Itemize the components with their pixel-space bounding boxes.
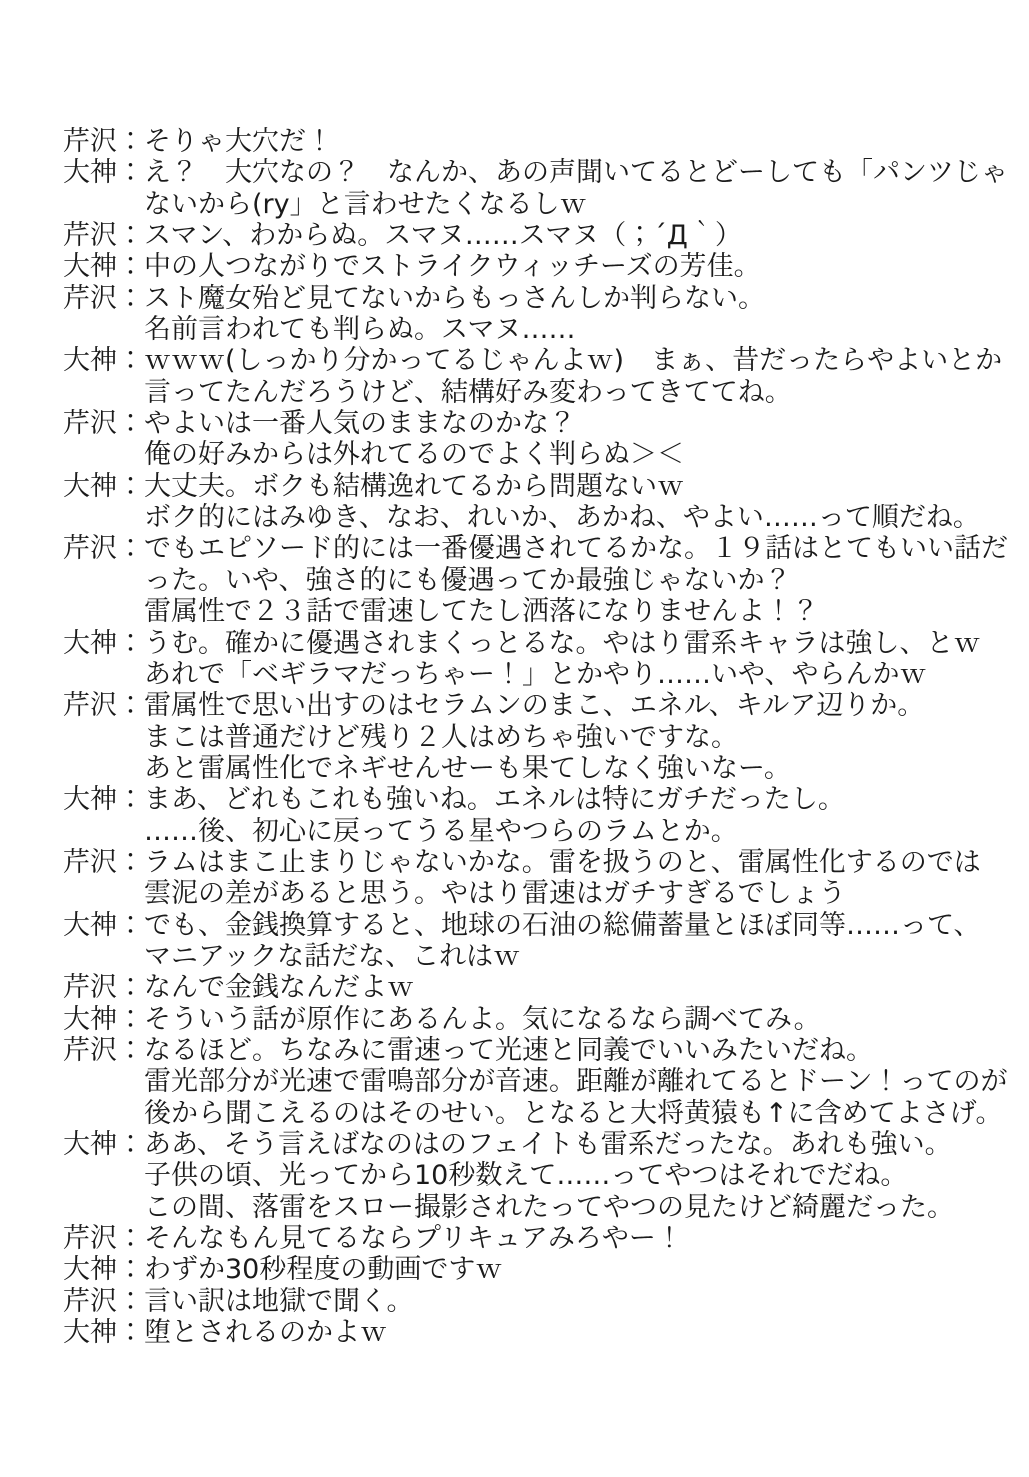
speaker-colon: ： [117,1285,144,1317]
dialogue-line [63,1286,993,1317]
dialogue-line [63,408,993,439]
dialogue-line-continuation: まこは普通だけど残り２人はめちゃ強いですな。 [144,721,738,753]
dialogue-line-continuation: あれで「ベギラマだっちゃー！」とかやり……いや、やらんかｗ [144,658,927,690]
speaker-colon: ： [117,533,144,565]
dialogue-line-continuation: 雲泥の差があると思う。やはり雷速はガチすぎるでしょう [144,878,846,910]
speaker-name: 大神 [63,470,117,502]
dialogue-entry [63,408,993,471]
speaker-colon: ： [117,972,144,1004]
dialogue-line-continuation: 俺の好みからは外れてるのでよく判らぬ＞＜ [144,439,684,471]
speaker-name: 大神 [63,1003,117,1035]
dialogue-line [63,910,993,941]
dialogue-entry [63,847,993,910]
speaker-name: 芹沢 [63,126,117,157]
speaker-name: 芹沢 [63,1223,117,1255]
dialogue-line-continuation: った。いや、強さ的にも優遇ってか最強じゃないか？ [144,564,792,596]
dialogue-entry [63,345,1003,408]
dialogue-line [63,220,993,251]
dialogue-text: スト魔女殆ど見てないからもっさんしか判らない。 [144,282,765,314]
dialogue-text: 言い訳は地獄で聞く。 [144,1285,414,1317]
dialogue-line [63,1129,993,1160]
dialogue-line [63,251,993,282]
dialogue-line [63,345,1003,377]
dialogue-line-continuation: ……後、初心に戻ってうる星やつらのラムとか。 [144,815,738,847]
dialogue-line [63,1254,993,1285]
dialogue-line-continuation: 雷光部分が光速で雷鳴部分が音速。距離が離れてるとドーン！ってのが [144,1066,1008,1098]
dialogue-text: スマン、わからぬ。スマヌ……スマヌ（；´Д｀） [144,220,742,252]
speaker-name: 大神 [63,784,117,816]
dialogue-line [63,1223,993,1254]
dialogue-page [63,126,1008,1349]
dialogue-line-continuation: この間、落雷をスロー撮影されたってやつの見たけど綺麗だった。 [144,1191,954,1223]
speaker-name: 大神 [63,909,117,941]
dialogue-entry [63,251,993,282]
dialogue-text: やよいは一番人気のままなのかな？ [144,408,576,440]
speaker-name: 大神 [63,345,117,377]
dialogue-line-continuation: マニアックな話だな、これはｗ [144,940,521,972]
dialogue-line [63,784,993,815]
speaker-colon: ： [117,1317,144,1349]
speaker-colon: ： [117,846,144,878]
speaker-colon: ： [117,408,144,440]
dialogue-text: なるほど。ちなみに雷速って光速と同義でいいみたいだね。 [144,1034,873,1066]
dialogue-text: そういう話が原作にあるんよ。気になるなら調べてみ。 [144,1003,821,1035]
dialogue-entry [63,220,993,251]
dialogue-line [63,126,993,157]
dialogue-text: ラムはまこ止まりじゃないかな。雷を扱うのと、雷属性化するのでは [144,846,981,878]
speaker-name: 大神 [63,1254,117,1286]
speaker-colon: ： [117,345,144,377]
dialogue-text: そりゃ大穴だ！ [144,126,333,157]
dialogue-text: うむ。確かに優遇されまくっとるな。やはり雷系キャラは強し、とｗ [144,627,981,659]
dialogue-entry [63,1317,993,1348]
dialogue-line [63,1004,993,1035]
dialogue-entry [63,972,993,1003]
dialogue-text: 中の人つながりでストライクウィッチーズの芳佳。 [144,251,761,283]
speaker-name: 芹沢 [63,282,117,314]
dialogue-entry [63,157,1008,220]
dialogue-text: 堕とされるのかよｗ [144,1317,387,1349]
dialogue-line [63,1035,993,1066]
dialogue-line-continuation: ボク的にはみゆき、なお、れいか、あかね、やよい……って順だね。 [144,502,980,534]
dialogue-line [63,471,993,502]
speaker-name: 芹沢 [63,408,117,440]
speaker-name: 芹沢 [63,220,117,252]
dialogue-text: なんで金銭なんだよｗ [144,972,414,1004]
dialogue-entry [63,283,993,346]
speaker-name: 芹沢 [63,972,117,1004]
speaker-colon: ： [117,909,144,941]
dialogue-entry [63,1034,1008,1129]
speaker-colon: ： [117,157,144,189]
dialogue-line [63,972,993,1003]
speaker-colon: ： [117,784,144,816]
dialogue-text: 雷属性で思い出すのはセラムンのまこ、エネル、キルア辺りか。 [144,690,925,722]
speaker-colon: ： [117,1254,144,1286]
dialogue-entry [63,910,993,973]
speaker-name: 芹沢 [63,690,117,722]
dialogue-line-continuation: 後から聞こえるのはそのせい。となると大将黄猿も↑に含めてよさげ。 [144,1097,1003,1129]
dialogue-text: え？ 大穴なの？ なんか、あの声聞いてるとどーしても「パンツじゃ [144,157,1008,189]
dialogue-entry [63,126,993,157]
speaker-colon: ： [117,1129,144,1160]
dialogue-entry [63,628,993,691]
dialogue-transcript [63,126,1008,1349]
speaker-colon: ： [117,690,144,722]
speaker-colon: ： [117,1034,144,1066]
dialogue-line [63,283,993,314]
dialogue-text: そんなもん見てるならプリキュアみろやー！ [144,1223,683,1255]
speaker-colon: ： [117,1223,144,1255]
dialogue-entry [63,1004,993,1035]
dialogue-entry [63,1129,993,1223]
speaker-colon: ： [117,1003,144,1035]
dialogue-line-continuation: ないから(ry」と言わせたくなるしｗ [144,188,587,220]
speaker-colon: ： [117,126,144,157]
dialogue-entry [63,533,1008,628]
dialogue-entry [63,1254,993,1285]
speaker-name: 大神 [63,157,117,189]
speaker-name: 芹沢 [63,533,117,565]
dialogue-line-continuation: 子供の頃、光ってから10秒数えて……ってやつはそれでだね。 [144,1160,908,1192]
dialogue-text: まあ、どれもこれも強いね。エネルは特にガチだったし。 [144,784,845,816]
dialogue-entry [63,1286,993,1317]
dialogue-line [63,157,1008,189]
dialogue-line [63,847,993,878]
dialogue-entry [63,471,993,534]
dialogue-text: ｗｗｗ(しっかり分かってるじゃんよｗ) まぁ、昔だったらやよいとか [144,345,1003,377]
dialogue-entry [63,1223,993,1254]
dialogue-line-continuation: 名前言われても判らぬ。スマヌ…… [144,314,576,346]
dialogue-entry [63,784,993,847]
speaker-colon: ： [117,251,144,283]
dialogue-line-continuation: 雷属性で２３話で雷速してたし洒落になりませんよ！？ [144,596,819,628]
speaker-name: 芹沢 [63,1034,117,1066]
dialogue-line [63,1317,993,1348]
speaker-name: 大神 [63,1317,117,1349]
speaker-colon: ： [117,282,144,314]
speaker-name: 芹沢 [63,1285,117,1317]
dialogue-line [63,533,1008,565]
speaker-name: 大神 [63,1129,117,1160]
dialogue-text: わずか30秒程度の動画ですｗ [144,1254,503,1286]
dialogue-text: でも、金銭換算すると、地球の石油の総備蓄量とほぼ同等……って、 [144,909,981,941]
speaker-name: 大神 [63,627,117,659]
speaker-colon: ： [117,220,144,252]
speaker-name: 大神 [63,251,117,283]
speaker-colon: ： [117,470,144,502]
dialogue-line-continuation: あと雷属性化でネギせんせーも果てしなく強いなー。 [144,752,791,784]
dialogue-text: ああ、そう言えばなのはのフェイトも雷系だったな。あれも強い。 [144,1129,952,1160]
dialogue-line [63,628,993,659]
dialogue-text: でもエピソード的には一番優遇されてるかな。１９話はとてもいい話だ [144,533,1008,565]
speaker-colon: ： [117,627,144,659]
speaker-name: 芹沢 [63,846,117,878]
dialogue-text: 大丈夫。ボクも結構逸れてるから問題ないｗ [144,470,684,502]
dialogue-entry [63,690,993,784]
dialogue-line-continuation: 言ってたんだろうけど、結構好み変わってきててね。 [144,376,792,408]
dialogue-line [63,690,993,721]
